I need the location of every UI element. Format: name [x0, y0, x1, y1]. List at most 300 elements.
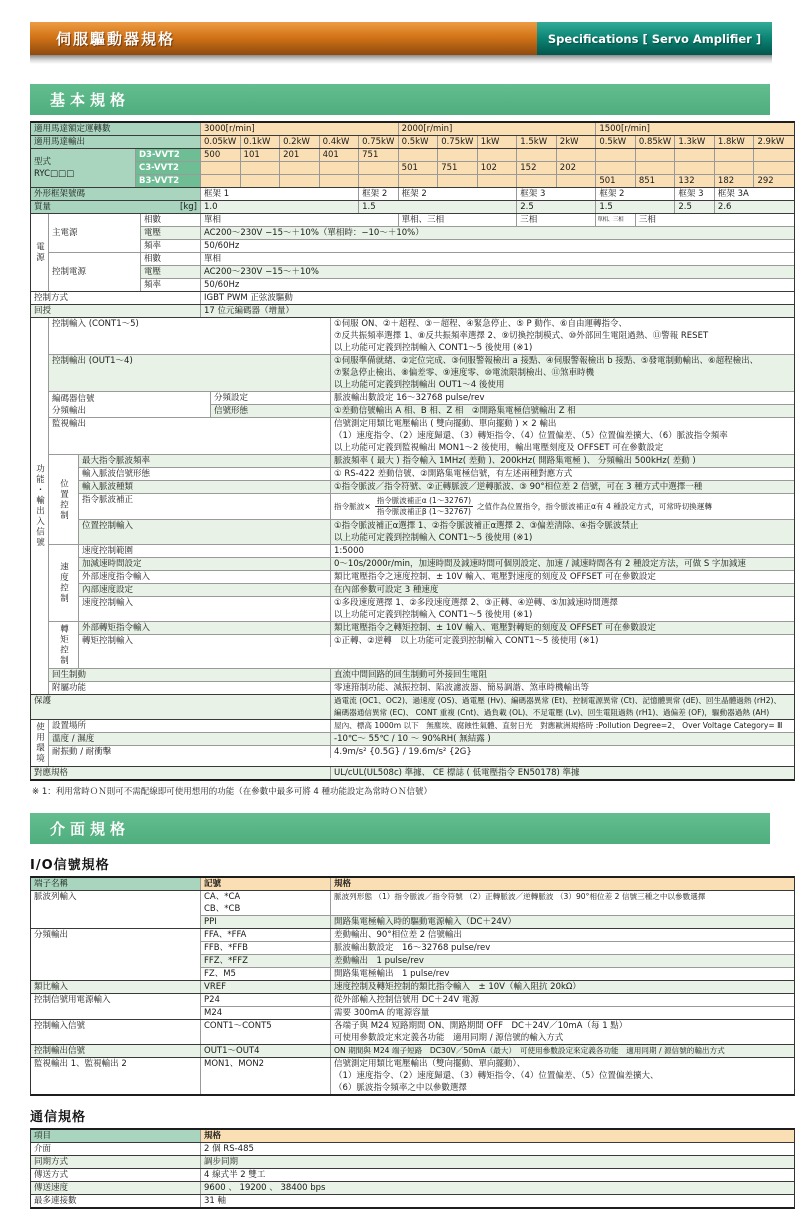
- encoder-label: [49, 392, 211, 417]
- row-signal-form: [211, 405, 794, 417]
- ext-speed-cmd-label: 外部速度指令輸入: [79, 571, 331, 583]
- position-input-line: 以上功能可定義到控制輸入 CONT1～5 後使用 (※1): [334, 533, 533, 543]
- row-internal-speed: [79, 584, 794, 597]
- ctrl-input-signal-spec: [331, 1020, 794, 1044]
- model-cell: [478, 149, 518, 161]
- model-cell: [754, 162, 794, 174]
- row-standards: [31, 767, 794, 779]
- motor-output-label: 適用馬達輸出: [31, 136, 201, 148]
- row-power-block: [31, 214, 794, 292]
- row-torque-block: [49, 622, 794, 669]
- row-pulse-kind: [79, 481, 794, 494]
- model-cell: [715, 162, 755, 174]
- pulse-spec: 脈波列形態 （1）指令脈波／指令符號 （2）正轉脈波／逆轉脈波 （3）90°相位差 2 信號三種之中以參數選擇: [334, 892, 706, 901]
- model-series-name: B3-VVT2: [136, 175, 201, 187]
- row-install-place: [49, 720, 794, 733]
- phase-label: 相數: [141, 214, 201, 226]
- pulse-ppi-spec: 開路集電極輸入時的驅動電源輸入（DC＋24V）: [334, 917, 517, 927]
- speed-input-line: 以上功能可定義到控制輸入 CONT1～5 後使用 (※1): [334, 610, 533, 620]
- io-header-row: [31, 878, 794, 891]
- io-group-analog: [31, 981, 794, 994]
- frame-cell: 框架 3A: [717, 189, 749, 199]
- row-pulse-compensation: [79, 494, 794, 520]
- model-cell: [320, 175, 360, 187]
- monitor-io-code: [201, 1058, 331, 1094]
- main-phase-values: [201, 214, 794, 226]
- model-cell: [241, 162, 281, 174]
- model-c3-cells: [201, 162, 794, 174]
- header-shadow: [30, 55, 772, 64]
- ctrl-power-spec-p24: 從外部輸入控制信號用 DC＋24V 電源: [334, 995, 480, 1005]
- row-monitor-output: [49, 418, 794, 455]
- row-position-input: [79, 520, 794, 544]
- model-cell: [715, 149, 755, 161]
- comm-header-row: [31, 1130, 794, 1143]
- row-motor-output: [31, 136, 794, 149]
- environment-rows: [49, 720, 794, 766]
- ctrl-frequency-value: 50/60Hz: [204, 280, 240, 290]
- row-main-voltage: [141, 227, 794, 240]
- frame-cell: 框架 2: [359, 188, 399, 200]
- output-cell: 1.3kW: [675, 136, 715, 148]
- row-torque-input: [79, 635, 794, 647]
- phase-cell: 單相: [201, 214, 399, 226]
- analog-input-code: VREF: [201, 981, 331, 993]
- output-cell: 0.4kW: [320, 136, 360, 148]
- freqdiv-label-text: 分頻輸出: [34, 930, 69, 940]
- model-cell: 751: [438, 162, 478, 174]
- model-cell: 500: [201, 149, 241, 161]
- ctrl-power-input-label-text: 控制信號用電源輸入: [34, 995, 111, 1005]
- speed-input-label: 速度控制輸入: [79, 597, 331, 621]
- ext-torque-cmd-value: 類比電壓指令之轉矩控制、± 10V 輸入、電壓對轉矩的刻度及 OFFSET 可在參數設定: [334, 623, 656, 633]
- ctrl-power-m24-row: [201, 1007, 794, 1019]
- max-pulse-freq-value: 脈波頻率 ( 最大 ) 指令輸入 1MHz( 差動 )、200kHz( 開路集電極 )、 分頻輸出 500kHz( 差動 ): [334, 456, 696, 466]
- ctrl-input-signal-code: [201, 1020, 331, 1044]
- comm-value: 調步同期: [204, 1157, 239, 1167]
- control-input-value: [331, 318, 794, 354]
- protection-line: 過電流 (OC1、OC2)、過速度 (OS)、過電壓 (Hv)、編碼器異常 (Et)、控制電源異常 (Ct)、記憶體異常 (dE)、回生晶體過熱 (rH2)、: [334, 696, 782, 705]
- row-control-method: [31, 292, 794, 305]
- voltage-label: 電壓: [141, 227, 201, 239]
- output-cell: 0.75kW: [438, 136, 478, 148]
- comm-row-baud: [31, 1182, 794, 1195]
- encoder-label-line2: 分頻輸出: [52, 405, 87, 416]
- pulse-compensation-value: [331, 494, 794, 519]
- output-cell: 2.9kW: [754, 136, 794, 148]
- speed-input-line: ①多段速度選擇 1、②多段速度選擇 2、③正轉、④逆轉、⑤加減速時間選擇: [334, 598, 618, 608]
- control-method-value: IGBT PWM 正弦波驅動: [204, 293, 293, 303]
- ctrl-power-code-m24: M24: [201, 1007, 331, 1019]
- extra-functions-label: 附屬功能: [49, 682, 331, 694]
- standards-value: UL/cUL(UL508c) 準據、 CE 標誌 ( 低電壓指令 EN50178) 準據: [334, 768, 580, 778]
- model-cell: 751: [359, 149, 399, 161]
- monitor-output-line: （1）速度指令、（2）速度歸還、（3）轉矩指令、（4）位置偏差、（5）位置偏差擴大、（6）脈波指令頻率: [334, 431, 728, 441]
- freq-div-setting-value: 脈波輸出數設定 16～32768 pulse/rev: [334, 393, 485, 403]
- main-power-label: [49, 214, 141, 252]
- mass-cell: 1.5: [359, 201, 517, 213]
- speed-range-label: 速度控制範圍: [79, 545, 331, 557]
- model-cell: 501: [596, 175, 636, 187]
- row-mass: [31, 201, 794, 214]
- comm-row-method: [31, 1169, 794, 1182]
- row-protection: [31, 695, 794, 720]
- page-content: [30, 84, 795, 1211]
- monitor-output-label: 監視輸出: [49, 418, 331, 454]
- mass-cell: 2.5: [517, 201, 596, 213]
- control-output-line: ⑦緊急停止檢出、⑧偏差零、⑨速度零、⑩電流限制檢出、⑪煞車時機: [334, 368, 594, 378]
- model-d3-cells: [201, 149, 794, 161]
- io-group-monitor: [31, 1058, 794, 1094]
- model-cell: 292: [754, 175, 794, 187]
- control-output-line: 以上功能可定義到控制輸出 OUT1～4 後使用: [334, 380, 505, 390]
- regen-brake-value: 直流中間回路的回生制動可外接回生電阻: [334, 670, 488, 680]
- pulse-codes: [201, 891, 331, 915]
- monitor-io-label-text: 監視輸出 1、監視輸出 2: [34, 1059, 127, 1069]
- model-type-label-line2: RYC□□□: [34, 169, 75, 179]
- model-cell: [596, 162, 636, 174]
- row-speed-block: [49, 545, 794, 622]
- speed-cell: 2000[r/min]: [399, 123, 597, 135]
- row-function-block: [31, 318, 794, 695]
- ctrl-input-signal-line: 各端子與 M24 短路期間 ON、開路期間 OFF DC＋24V／10mA（每 1 點）: [334, 1021, 628, 1031]
- main-frequency-value: 50/60Hz: [204, 241, 240, 251]
- model-cell: [636, 162, 676, 174]
- position-rows: [79, 455, 794, 544]
- voltage-label: 電壓: [141, 266, 201, 278]
- model-cell: 401: [320, 149, 360, 161]
- io-group-ctrl-power: [31, 994, 794, 1020]
- frame-label: 外形框架號碼: [31, 188, 201, 200]
- mass-label: [31, 201, 201, 213]
- monitor-output-value: [331, 418, 794, 454]
- model-cell: [517, 149, 557, 161]
- model-series-name: D3-VVT2: [136, 149, 201, 161]
- model-cell: 501: [399, 162, 439, 174]
- mass-cell: 2.5: [675, 201, 715, 213]
- model-cell: 132: [675, 175, 715, 187]
- frame-cell: 框架 1: [201, 188, 359, 200]
- io-spec-title: I/O信號規格: [30, 858, 110, 873]
- vibration-shock-label: 耐振動 / 耐衝擊: [49, 746, 331, 758]
- model-cell: 202: [557, 162, 597, 174]
- protection-value: [331, 695, 794, 719]
- row-model-block: [31, 149, 794, 188]
- model-cell: [399, 175, 439, 187]
- row-max-pulse-freq: [79, 455, 794, 468]
- torque-input-value: ①正轉、②逆轉 以上功能可定義到控制輸入 CONT1～5 後使用 (※1): [334, 636, 599, 646]
- max-pulse-freq-label: 最大指令脈波頻率: [79, 455, 331, 467]
- ctrl-output-signal-code: OUT1～OUT4: [201, 1045, 331, 1057]
- row-freq-div-setting: [211, 392, 794, 405]
- mass-label-text: 質量: [34, 202, 52, 212]
- io-group-ctrl-out: [31, 1045, 794, 1058]
- freqdiv-spec: 差動輸出 1 pulse/rev: [334, 956, 424, 966]
- row-accel-time: [79, 558, 794, 571]
- model-cell: [320, 162, 360, 174]
- frame-cell: 框架 3: [675, 188, 715, 200]
- main-power-block: [49, 214, 794, 253]
- control-power-block: [49, 253, 794, 291]
- pulse-code-ppi: PPI: [201, 916, 331, 928]
- model-cell: 101: [241, 149, 281, 161]
- row-regen-brake: [49, 669, 794, 682]
- model-cell: 102: [478, 162, 518, 174]
- output-cell: 0.5kW: [596, 136, 636, 148]
- ctrl-power-input-label: [31, 994, 201, 1019]
- ext-speed-cmd-value: 類比電壓指令之速度控制、± 10V 輸入、電壓對速度的刻度及 OFFSET 可在參數設定: [334, 572, 656, 582]
- freqdiv-rows: [201, 929, 794, 980]
- position-input-line: ①指令脈波補正α選擇 1、②指令脈波補正α選擇 2、③偏差清除、④指令脈波禁止: [334, 521, 639, 531]
- comm-value: 9600 、 19200 、 38400 bps: [204, 1183, 326, 1193]
- row-rated-speed: [31, 123, 794, 136]
- torque-rows: [79, 622, 794, 668]
- model-cell: [280, 162, 320, 174]
- comm-header-item: 項目: [31, 1130, 201, 1142]
- page-title: 伺服驅動器規格: [30, 22, 537, 55]
- temp-humidity-label: 溫度 / 濕度: [49, 733, 331, 745]
- speed-cell: 3000[r/min]: [201, 123, 399, 135]
- mass-cell: 1.0: [201, 201, 359, 213]
- internal-speed-label: 內部速度設定: [79, 584, 331, 596]
- regen-brake-label: 回生制動: [49, 669, 331, 681]
- row-frame-number: [31, 188, 794, 201]
- model-cell: [359, 175, 399, 187]
- model-cell: [596, 149, 636, 161]
- model-cell: [399, 149, 439, 161]
- row-vibration-shock: [49, 746, 794, 758]
- model-cell: 201: [280, 149, 320, 161]
- freqdiv-spec: 差動輸出、90°相位差 2 信號輸出: [334, 930, 462, 940]
- pulse-form-value: ① RS-422 差動信號、②開路集電極信號，有左述兩種對應方式: [334, 469, 573, 479]
- feedback-value: 17 位元編碼器（增量）: [204, 306, 295, 316]
- freqdiv-label: [31, 929, 201, 980]
- control-input-line: ⑦反共振頻率選擇 1、⑧反共振頻率選擇 2、⑨切換控制模式、⑩外部回生電阻過熱、⑪警報 RESET: [334, 331, 709, 341]
- freqdiv-code: FFB、*FFB: [201, 942, 331, 954]
- pulse-ppi-row: [201, 916, 794, 928]
- io-header-name: 端子名稱: [31, 878, 201, 890]
- comm-label: 同期方式: [31, 1156, 201, 1168]
- row-temp-humidity: [49, 733, 794, 746]
- output-cell: 0.2kW: [280, 136, 320, 148]
- io-group-pulse: [31, 891, 794, 929]
- io-header-code: 記號: [201, 878, 331, 890]
- rated-speed-label: 適用馬達額定運轉數: [31, 123, 201, 135]
- control-input-label: 控制輸入 (CONT1～5): [49, 318, 331, 354]
- footnote: ※ 1：利用常時ＯＮ則可不需配線即可使用想用的功能（在參數中最多可將 4 種功能設定為常時ＯＮ信號）: [32, 787, 433, 797]
- ctrl-phase-value: 單相: [204, 254, 222, 264]
- encoder-rows: [211, 392, 794, 417]
- control-power-label-text: 控制電源: [52, 267, 87, 277]
- ctrl-power-spec-m24: 需要 300mA 的電源容量: [334, 1008, 430, 1018]
- comm-row-max-axes: [31, 1195, 794, 1207]
- position-input-value: [331, 520, 794, 544]
- page-subtitle: Specifications [ Servo Amplifier ]: [537, 22, 772, 55]
- model-cell: [201, 162, 241, 174]
- comm-value: 2 個 RS-485: [204, 1144, 254, 1154]
- analog-input-label: 類比輸入: [31, 981, 201, 993]
- freqdiv-spec: 開路集電極輸出 1 pulse/rev: [334, 969, 450, 979]
- frame-cell: 框架 2: [596, 188, 675, 200]
- signal-form-value: ①差動信號輸出 A 相、B 相、Z 相 ②開路集電極信號輸出 Z 相: [334, 406, 576, 416]
- temp-humidity-value: -10℃～ 55℃ / 10 ～ 90%RH( 無結露 ): [334, 734, 491, 744]
- torque-input-label: 轉矩控制輸入: [79, 635, 331, 647]
- comm-value: 4 線式半 2 雙工: [204, 1170, 266, 1180]
- row-pulse-form: [79, 468, 794, 481]
- comm-spec-title: 通信規格: [30, 1110, 87, 1125]
- formula-numerator: 指令脈波補正α (1～32767): [376, 496, 472, 505]
- frequency-label: 頻率: [141, 279, 201, 291]
- monitor-io-label: [31, 1058, 201, 1094]
- model-row-d3: [136, 149, 794, 162]
- io-group-freqdiv: [31, 929, 794, 981]
- model-cell: [438, 149, 478, 161]
- mass-values: [201, 201, 794, 213]
- control-power-label: [49, 253, 141, 291]
- comm-label: 最多連接數: [31, 1195, 201, 1207]
- frame-cell: 框架 3: [517, 188, 596, 200]
- row-ctrl-phase: [141, 253, 794, 266]
- freqdiv-row: [201, 955, 794, 968]
- mass-unit: [kg]: [180, 202, 197, 212]
- speed-input-value: [331, 597, 794, 621]
- pulse-code-ca: CA、*CA: [201, 891, 331, 903]
- model-cell: [438, 175, 478, 187]
- comm-header-spec: 規格: [201, 1130, 794, 1142]
- frame-cell: 框架 2: [399, 188, 518, 200]
- row-ext-speed-cmd: [79, 571, 794, 584]
- monitor-io-line: （1）速度指令、（2）速度歸還、（3）轉矩指令、（4）位置偏差、（5）位置偏差擴大、: [334, 1071, 659, 1081]
- io-header-spec: 規格: [331, 878, 794, 890]
- model-rows: [136, 149, 794, 187]
- row-encoder-block: [49, 392, 794, 418]
- speed-rows: [79, 545, 794, 621]
- model-cell: [478, 175, 518, 187]
- model-series-name: C3-VVT2: [136, 162, 201, 174]
- ctrl-power-rows: [201, 994, 794, 1019]
- mass-cell: 2.6: [717, 202, 732, 212]
- speed-range-value: 1:5000: [334, 546, 364, 556]
- model-cell: [754, 149, 794, 161]
- power-rows: [49, 214, 794, 291]
- output-cell: 2kW: [557, 136, 597, 148]
- speed-group-label: 速度控制: [49, 545, 79, 621]
- model-row-c3: [136, 162, 794, 175]
- comm-row-interface: [31, 1143, 794, 1156]
- phase-cell: 三相: [638, 215, 656, 225]
- row-main-frequency: [141, 240, 794, 252]
- ctrl-power-p24-row: [201, 994, 794, 1007]
- phase-cell: 單相、三相: [399, 214, 518, 226]
- formula-denominator: 指令脈波補正β (1～32767): [376, 507, 471, 516]
- comm-label: 傳送速度: [31, 1182, 201, 1194]
- function-rows: [49, 318, 794, 694]
- model-cell: [359, 162, 399, 174]
- rated-speed-values: [201, 123, 794, 135]
- freq-div-setting-label: 分頻設定: [211, 392, 331, 404]
- control-input-line: ①伺服 ON、②＋超程、③－超程、④緊急停止、⑤ P 動作、⑥自由運轉指令、: [334, 319, 628, 329]
- monitor-output-line: 以上功能可定義到監視輸出 MON1～2 後使用，輸出電壓刻度及 OFFSET 可在參數設定: [334, 443, 664, 453]
- model-cell: [675, 149, 715, 161]
- row-ctrl-voltage: [141, 266, 794, 279]
- output-cell: 0.1kW: [241, 136, 281, 148]
- model-cell: [201, 175, 241, 187]
- monitor-output-line: 信號測定用類比電壓輸出 ( 雙向擺動、單向擺動 ) × 2 輸出: [334, 419, 557, 429]
- install-place-label: 設置場所: [49, 720, 331, 732]
- extra-functions-value: 零速箝制功能、減振控制、陷波濾波器、簡易調諧、煞車時機輸出等: [334, 683, 590, 693]
- pulse-input-rows: [201, 891, 794, 928]
- freqdiv-row: [201, 942, 794, 955]
- row-feedback: [31, 305, 794, 318]
- output-cell: 0.85kW: [636, 136, 676, 148]
- analog-input-spec: 速度控制及轉矩控制的類比指令輸入 ± 10V（輸入阻抗 20kΩ）: [334, 982, 581, 992]
- frame-values: [201, 188, 794, 200]
- vibration-shock-value: 4.9m/s² {0.5G} / 19.6m/s² {2G}: [334, 747, 472, 757]
- model-cell: 152: [517, 162, 557, 174]
- model-cell: [517, 175, 557, 187]
- model-cell: [557, 175, 597, 187]
- output-cell: 1kW: [478, 136, 518, 148]
- formula-prefix: 指令脈波×: [334, 501, 371, 511]
- main-power-rows: [141, 214, 794, 252]
- internal-speed-value: 在內部參數可設定 3 種速度: [334, 585, 439, 595]
- mass-cell: 1.5: [596, 201, 675, 213]
- section-basic-title: 基本規格: [30, 84, 770, 115]
- row-control-output: [49, 355, 794, 392]
- output-cell: 1.8kW: [715, 136, 755, 148]
- accel-time-value: 0～10s/2000r/min，加速時間及減速時間可個別設定、加速 / 減速時間各有 2 種設定方法，可做 S 字加減速: [334, 559, 746, 569]
- io-group-ctrl-in: [31, 1020, 794, 1045]
- control-input-line: 以上功能可定義到控制輸入 CONT1～5 後使用 (※1): [334, 343, 533, 353]
- monitor-io-code-text: MON1、MON2: [204, 1059, 265, 1069]
- ctrl-output-signal-spec: ON 期間與 M24 端子短路 DC30V／50mA（最大） 可使用參數設定來定義各功能 適用同期 / 源信號的輸出方式: [334, 1046, 725, 1055]
- output-cell: 1.5kW: [517, 136, 557, 148]
- comm-label: 介面: [31, 1143, 201, 1155]
- install-place-value: 屋內、標高 1000m 以下 無塵埃、腐蝕性氣體、直射日光 對應歐洲規格時 :Pollution Degree=2、 Over Voltage Category= Ⅲ: [334, 721, 783, 730]
- encoder-label-line1: 編碼器信號: [52, 393, 95, 404]
- row-extra-functions: [49, 682, 794, 694]
- row-control-input: [49, 318, 794, 355]
- feedback-label: 回授: [31, 305, 201, 317]
- control-output-line: ①伺服準備就緒、②定位完成、③伺服警報檢出 a 接點、④伺服警報檢出 b 接點、⑤發電制動輸出、⑥超程檢出、: [334, 356, 759, 366]
- control-method-label: 控制方式: [31, 292, 201, 304]
- pulse-kind-label: 輸入脈波種類: [79, 481, 331, 493]
- motor-output-values: [201, 136, 794, 148]
- model-type-label: [31, 149, 136, 187]
- freqdiv-code: FFA、*FFA: [201, 929, 331, 941]
- row-speed-input: [79, 597, 794, 621]
- model-cell: 182: [715, 175, 755, 187]
- phase-cell: 三相: [517, 214, 596, 226]
- row-ext-torque-cmd: [79, 622, 794, 635]
- environment-group-label: 使用環境: [31, 720, 49, 766]
- speed-cell: 1500[r/min]: [596, 123, 794, 135]
- freqdiv-row: [201, 929, 794, 942]
- accel-time-label: 加減速時間設定: [79, 558, 331, 570]
- model-cell: [675, 162, 715, 174]
- power-group-label: 電源: [31, 214, 49, 291]
- io-signal-table: [30, 876, 795, 1096]
- ctrl-input-signal-code-text: CONT1～CONT5: [204, 1021, 272, 1031]
- phase-label: 相數: [141, 253, 201, 265]
- output-cell: 0.05kW: [201, 136, 241, 148]
- row-ctrl-frequency: [141, 279, 794, 291]
- freqdiv-code: FZ、M5: [201, 968, 331, 980]
- pulse-ca-cb-row: [201, 891, 794, 916]
- ctrl-voltage-value: AC200～230V −15～＋10%: [204, 267, 319, 277]
- formula-suffix: 之值作為位置指令，指令脈波補正α有 4 種設定方式，可常時切換運轉: [477, 501, 712, 511]
- control-output-label: 控制輸出 (OUT1～4): [49, 355, 331, 391]
